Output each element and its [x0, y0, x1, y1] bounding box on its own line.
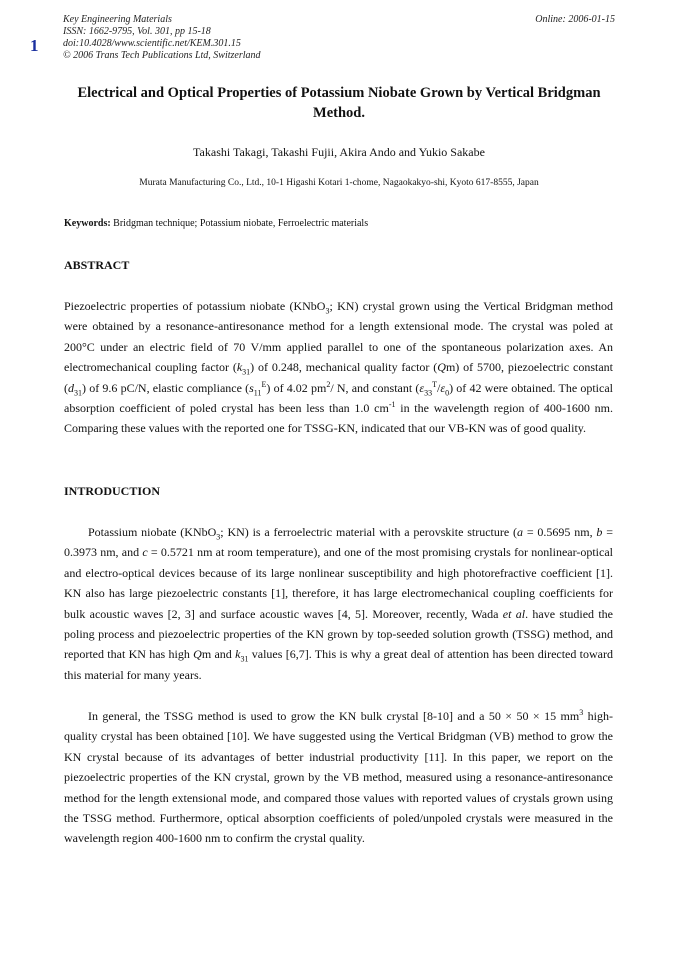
keywords — [64, 218, 368, 229]
journal-header — [63, 14, 261, 62]
issn-line: ISSN: 1662-9795, Vol. 301, pp 15-18 — [63, 26, 211, 37]
abstract-heading: ABSTRACT — [64, 258, 130, 272]
doi-line[interactable]: doi:10.4028/www.scientific.net/KEM.301.15 — [63, 38, 241, 49]
page-number: 1 — [30, 36, 39, 55]
journal-name: Key Engineering Materials — [63, 14, 172, 25]
intro-paragraph-1: Potassium niobate (KNbO$_3$; KN) is a ferroelectric material with a perovskite structure (a = 0.5695 nm, b = 0.3973 nm, and c = 0.5721 nm at room temperature), and one of the most promising crystals for nonlinear-optical and electro-optical devices because of its large nonlinear susceptibility and high photorefractive coefficient [1]. KN also has large piezoelectric constants [1], therefore, it has large electromechanical coupling coefficients for bulk acoustic waves [2, 3] and surface acoustic waves [4, 5]. Moreover, recently, Wada et al. have studied the poling process and piezoelectric properties of the KN grown by top-seeded solution growth (TSSG) method, and reported that KN has high Qm and $k_{31}$ values [6,7]. This is why a great deal of attention has been directed toward this material for many years. — [64, 525, 614, 682]
keywords-label: Keywords: — [64, 218, 111, 229]
copyright-line: © 2006 Trans Tech Publications Ltd, Switzerland — [63, 50, 261, 61]
affiliation: Murata Manufacturing Co., Ltd., 10-1 Higashi Kotari 1-chome, Nagaokakyo-shi, Kyoto 617-8555, Japan — [139, 178, 539, 188]
author-list: Takashi Takagi, Takashi Fujii, Akira Ando and Yukio Sakabe — [193, 145, 485, 159]
intro-paragraph-2: In general, the TSSG method is used to grow the KN bulk crystal [8-10] and a 50 × 50 × 15 $mm^3$ high-quality crystal has been obtained [10]. We have suggested using the Vertical Bridgman (VB) method to grow the KN crystal because of its advantages of better industrial productivity [11]. In this paper, we report on the piezoelectric properties of the KN crystal, grown by the VB method, measured using a resonance-antiresonance method for the length extensional mode, and compared those values with reported values of crystals grown using the TSSG method. Furthermore, optical absorption coefficients of poled/unpoled crystals were measured in the wavelength region 400-1600 nm to confirm the crystal quality. — [64, 708, 613, 846]
keywords-text: Bridgman technique; Potassium niobate, Ferroelectric materials — [113, 218, 369, 229]
online-date: Online: 2006-01-15 — [535, 14, 615, 25]
paper-title: Electrical and Optical Properties of Potassium Niobate Grown by Vertical Bridgman Method. — [77, 85, 601, 121]
abstract-paragraph: Piezoelectric properties of potassium niobate (KNbO$_3$; KN) crystal grown using the Vertical Bridgman method were obtained by a resonance-antiresonance method for a length extensional mode. The crystal was poled at 200°C under an electric field of 70 V/mm applied parallel to one of the spontaneous polarization axes. An electromechanical coupling factor $(k_{31})$ of 0.248, mechanical quality factor (Qm) of 5700, piezoelectric constant $(d_{31})$ of 9.6 pC/N, elastic compliance $(s_{11}^E)$ of 4.02 $pm^2/$ N, and constant $(\varepsilon_{33}^T/\varepsilon_0)$ of 42 were obtained. The optical absorption coefficient of poled crystal has been less than 1.0 $cm^{-1}$ in the wavelength region of 400-1600 nm. Comparing these values with the reported one for TSSG-KN, indicated that our VB-KN was of good quality. — [64, 299, 614, 436]
introduction-heading: INTRODUCTION — [64, 484, 161, 498]
